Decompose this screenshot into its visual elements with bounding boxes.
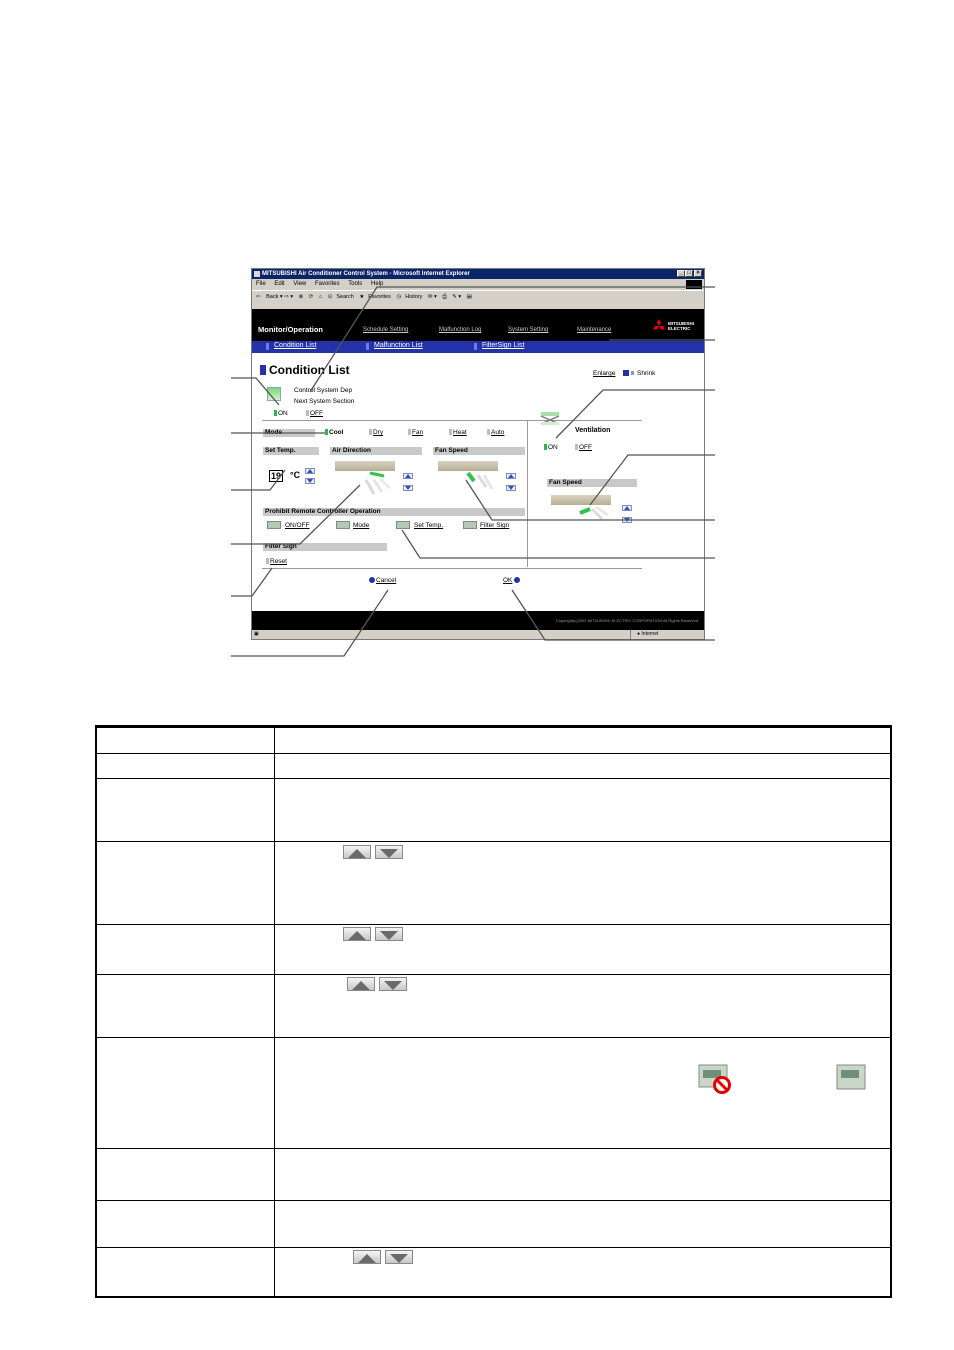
section-title: Monitor/Operation: [258, 325, 323, 334]
subnav-malfunction-list[interactable]: Malfunction List: [374, 342, 423, 349]
on-button[interactable]: ON: [274, 410, 288, 417]
discuss-icon[interactable]: ▤: [466, 294, 472, 300]
print-icon[interactable]: ⎙: [442, 294, 447, 300]
up-arrow-icon: [343, 927, 371, 941]
nav-malfunction-log[interactable]: Malfunction Log: [439, 327, 482, 333]
callout-line: [556, 390, 715, 438]
nav-system-setting[interactable]: System Setting: [508, 327, 549, 333]
prohibited-remote-icon: [698, 1064, 732, 1094]
off-button[interactable]: OFF: [306, 410, 323, 417]
vent-on-button[interactable]: ON: [544, 444, 558, 451]
mode-heat[interactable]: Heat: [449, 429, 467, 436]
ventilation-label: Ventilation: [575, 427, 611, 434]
callout-line: [231, 590, 388, 656]
table-row: [97, 1247, 890, 1297]
maximize-button[interactable]: □: [685, 270, 693, 277]
set-temp-label: Set Temp.: [263, 447, 319, 455]
prohibit-filtersign-link[interactable]: Filter Sign: [480, 522, 510, 529]
air-direction-label: Air Direction: [330, 447, 422, 455]
search-button[interactable]: ⊙ Search: [327, 294, 354, 300]
zone-indicator: ● Internet: [630, 630, 705, 639]
page-icon: ▣: [254, 631, 259, 637]
mode-auto[interactable]: Auto: [487, 429, 504, 436]
subnav-condition-list[interactable]: Condition List: [274, 342, 317, 349]
callout-line: [402, 530, 715, 558]
up-arrow-icon: [353, 1250, 381, 1264]
history-button[interactable]: ◷ History: [396, 294, 423, 300]
table-row-header: [97, 727, 890, 754]
group-name-line1: Control System Dep: [294, 387, 353, 394]
nav-maintenance[interactable]: Maintenance: [577, 327, 612, 333]
prohibit-onoff-link[interactable]: ON/OFF: [285, 522, 310, 529]
menu-edit[interactable]: Edit: [274, 281, 285, 287]
shrink-label[interactable]: Shrink: [637, 370, 656, 377]
fan-speed-label: Fan Speed: [433, 447, 525, 455]
reset-link[interactable]: Reset: [266, 558, 287, 565]
vent-fan-speed-label: Fan Speed: [547, 479, 637, 487]
stop-icon[interactable]: ⊗: [298, 294, 304, 300]
table-row: [97, 778, 890, 842]
nav-schedule-setting[interactable]: Schedule Setting: [363, 327, 409, 333]
mode-label: Mode: [263, 429, 315, 437]
menu-help[interactable]: Help: [370, 281, 384, 287]
callout-line: [231, 470, 285, 490]
table-row: [97, 924, 890, 975]
prohibit-settemp-link[interactable]: Set Temp.: [414, 522, 444, 529]
down-arrow-icon: [375, 845, 403, 859]
mitsubishi-logo: MITSUBISHI ELECTRIC: [652, 319, 698, 333]
home-icon[interactable]: ⌂: [318, 294, 323, 300]
table-row: [97, 974, 890, 1038]
close-button[interactable]: ×: [694, 270, 702, 277]
up-arrow-icon: [347, 977, 375, 991]
menu-view[interactable]: View: [293, 281, 307, 287]
set-temp-value: 19: [271, 471, 282, 481]
enlarge-link[interactable]: Enlarge: [593, 370, 616, 377]
up-arrow-icon: [343, 845, 371, 859]
refresh-icon[interactable]: ⟳: [308, 294, 314, 300]
group-name-line2: Next System Section: [294, 398, 355, 405]
back-button[interactable]: ⇦ Back ▾ ⇨ ▾: [256, 294, 294, 300]
edit-icon[interactable]: ✎ ▾: [452, 294, 462, 300]
permitted-remote-icon: [836, 1064, 870, 1094]
page-title: Condition List: [269, 363, 350, 377]
menu-tools[interactable]: Tools: [348, 281, 363, 287]
table-row: [97, 753, 890, 779]
prohibit-mode-link[interactable]: Mode: [353, 522, 370, 529]
mode-cool[interactable]: Cool: [325, 429, 343, 436]
table-row: [97, 1148, 890, 1201]
callout-line: [590, 455, 715, 505]
minimize-button[interactable]: _: [677, 270, 685, 277]
copyright: Copyright(c)2002 MITSUBISHI ELECTRIC CORPORATION All Rights Reserved: [555, 618, 698, 623]
vent-off-button[interactable]: OFF: [575, 444, 592, 451]
down-arrow-icon: [385, 1250, 413, 1264]
set-temp-unit: °C: [290, 470, 301, 480]
down-arrow-icon: [375, 927, 403, 941]
ok-button[interactable]: OK: [503, 577, 520, 584]
callout-line: [512, 590, 715, 640]
table-row: [97, 1037, 890, 1149]
mode-fan[interactable]: Fan: [408, 429, 423, 436]
mail-icon[interactable]: ✉ ▾: [427, 294, 437, 300]
menu-favorites[interactable]: Favorites: [314, 281, 340, 287]
callout-line: [466, 480, 715, 520]
callout-line: [231, 378, 279, 405]
down-arrow-icon: [379, 977, 407, 991]
subnav-filtersign-list[interactable]: FilterSign List: [482, 342, 525, 349]
favorites-button[interactable]: ★ Favorites: [359, 294, 391, 300]
cancel-button[interactable]: Cancel: [369, 577, 396, 584]
table-row: [97, 841, 890, 925]
filter-sign-label: Filter Sign: [263, 543, 387, 551]
menu-file[interactable]: File: [256, 281, 266, 287]
callout-line: [231, 485, 360, 544]
mode-dry[interactable]: Dry: [369, 429, 383, 436]
description-table: [95, 725, 892, 1298]
prohibit-label: Prohibit Remote Controller Operation: [263, 508, 525, 516]
callout-line: [231, 568, 272, 596]
window-title: MITSUBISHI Air Conditioner Control System - Microsoft Internet Explorer: [262, 271, 470, 277]
table-row: [97, 1200, 890, 1248]
